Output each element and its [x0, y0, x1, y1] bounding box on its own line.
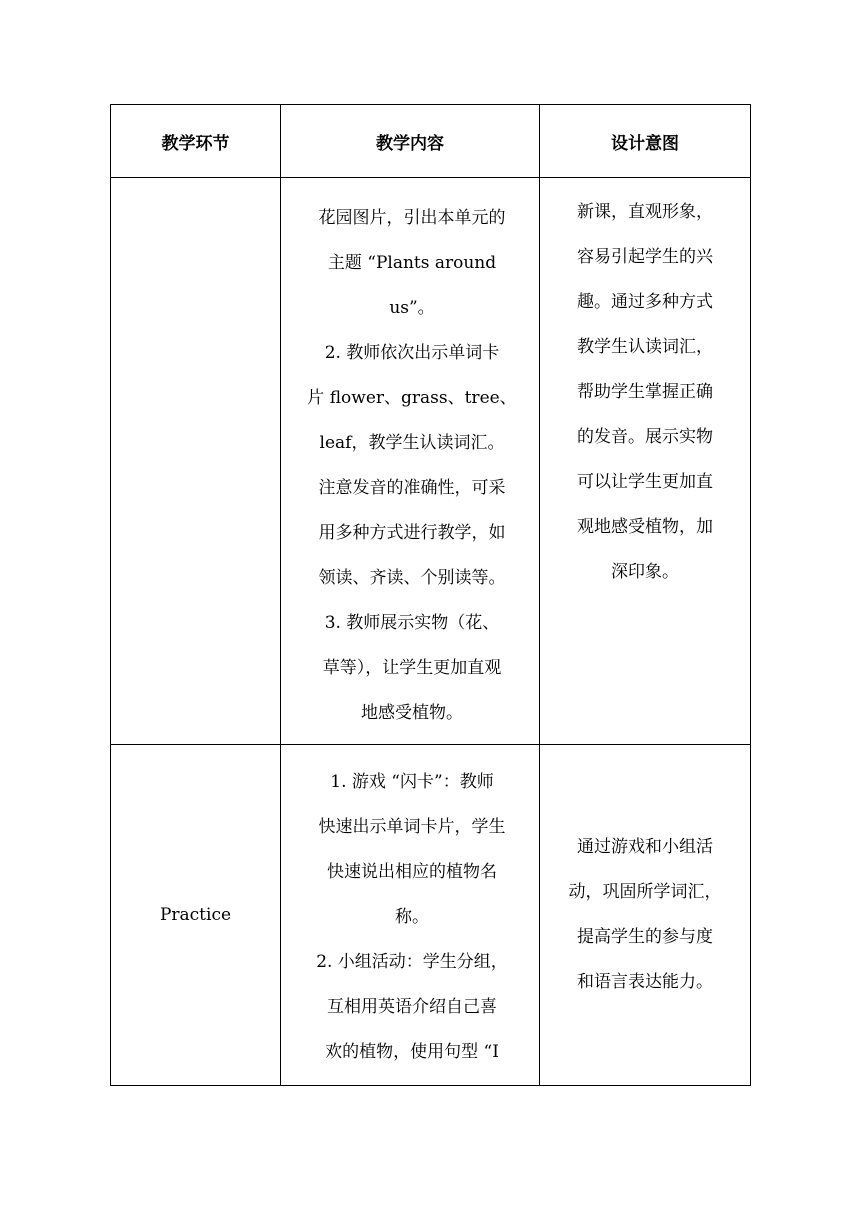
table-row: [111, 745, 751, 1086]
intent-line: 趣。通过多种方式: [577, 292, 713, 312]
intent-line: 通过游戏和小组活: [577, 837, 713, 857]
intent-text: [558, 825, 732, 1005]
content-line: 草等），让学生更加直观: [322, 658, 502, 678]
content-line: 2. 教师依次出示单词卡: [324, 343, 500, 363]
table-row: [111, 178, 751, 745]
intent-line: 新课，直观形象，: [577, 202, 713, 222]
content-line: 片 flower、grass、tree、: [307, 388, 517, 408]
content-line: 注意发音的准确性，可采: [318, 478, 506, 498]
content-line: 花园图片，引出本单元的: [318, 208, 506, 228]
intent-line: 动，巩固所学词汇，: [568, 882, 722, 902]
content-text: [299, 756, 525, 1075]
intent-cell: [540, 178, 751, 745]
header-stage: 教学环节: [111, 105, 281, 178]
intent-line: 教学生认读词汇，: [577, 337, 713, 357]
intent-cell: [540, 745, 751, 1086]
content-cell: [281, 178, 540, 745]
stage-cell: Practice: [111, 745, 281, 1086]
intent-line: 容易引起学生的兴: [577, 247, 713, 267]
intent-line: 帮助学生掌握正确: [577, 382, 713, 402]
content-line: 称。: [395, 906, 429, 927]
intent-line: 可以让学生更加直: [577, 472, 713, 492]
intent-line: 的发音。展示实物: [577, 427, 713, 447]
intent-text: [558, 178, 732, 595]
content-line: 地感受植物。: [361, 703, 463, 723]
content-line: 3. 教师展示实物（花、: [324, 613, 500, 633]
intent-line: 和语言表达能力。: [577, 972, 713, 992]
content-line: 领读、齐读、个别读等。: [318, 568, 506, 588]
header-intent: 设计意图: [540, 105, 751, 178]
intent-line: 深印象。: [611, 562, 679, 582]
intent-line: 提高学生的参与度: [577, 927, 713, 947]
header-row: [111, 105, 751, 178]
content-line: 2. 小组活动：学生分组，: [316, 951, 508, 972]
lesson-plan-table: [110, 104, 751, 1086]
content-line: 欢的植物，使用句型 “I: [325, 1041, 499, 1062]
header-content: 教学内容: [281, 105, 540, 178]
content-line: us”。: [389, 298, 435, 318]
content-line: 互相用英语介绍自己喜: [327, 996, 497, 1017]
stage-cell: [111, 178, 281, 745]
content-line: 用多种方式进行教学，如: [318, 523, 506, 543]
content-line: 快速说出相应的植物名: [327, 861, 497, 882]
content-line: 1. 游戏 “闪卡”：教师: [330, 771, 494, 792]
content-text: [299, 186, 525, 736]
intent-line: 观地感受植物，加: [577, 517, 713, 537]
content-line: 快速出示单词卡片，学生: [318, 816, 506, 837]
content-line: 主题 “Plants around: [327, 253, 497, 273]
content-cell: [281, 745, 540, 1086]
content-line: leaf，教学生认读词汇。: [319, 433, 505, 453]
